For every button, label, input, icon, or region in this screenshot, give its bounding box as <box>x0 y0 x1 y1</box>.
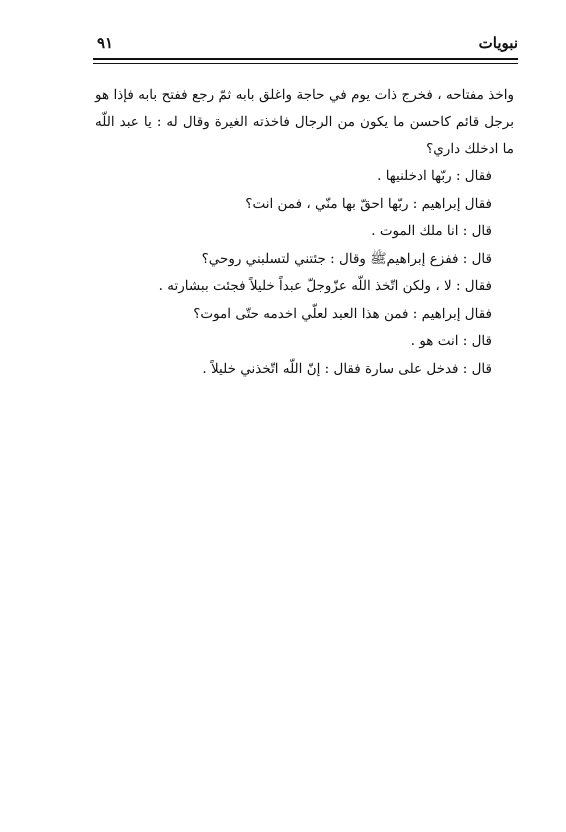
running-title: نبويات <box>478 34 518 52</box>
intro-paragraph <box>95 82 514 163</box>
header-rule-thick <box>93 58 518 60</box>
dialogue-line: فقال إبراهيم : فمن هذا العبد لعلّي اخدمه حتّى اموت؟ <box>193 305 492 322</box>
dialogue-line: قال : ففزع إبراهيمﷺ وقال : جئتني لتسلبني روحي؟ <box>201 250 492 267</box>
dialogue-line: فقال إبراهيم : ربّها احقّ بها منّي ، فمن انت؟ <box>245 195 492 212</box>
page-number: ٩١ <box>97 34 114 52</box>
dialogue-line: فقال : لا ، ولكن اتّخذ اللّه عزّوجلّ عبداً خليلاً فجئت ببشارته . <box>158 278 492 294</box>
intro-line: برجل قائم كاحسن ما يكون من الرجال فاخذته الغيرة وقال له : يا عبد اللّه ما <box>95 114 514 157</box>
intro-line: واخذ مفتاحه ، فخرج ذات يوم في حاجة واغلق بابه ثمّ رجع ففتح بابه فإذا هو <box>95 87 514 103</box>
dialogue-line: قال : فدخل على سارة فقال : إنّ اللّه اتّخذني خليلاً . <box>202 360 492 377</box>
intro-line: ادخلك داري؟ <box>426 141 499 157</box>
body-text <box>95 82 514 383</box>
dialogue-line: قال : انا ملك الموت . <box>371 223 492 239</box>
dialogue-line: قال : انت هو . <box>410 333 492 349</box>
header-rule-thin <box>93 63 518 64</box>
dialogue-line: فقال : ربّها ادخلنيها . <box>377 168 492 184</box>
